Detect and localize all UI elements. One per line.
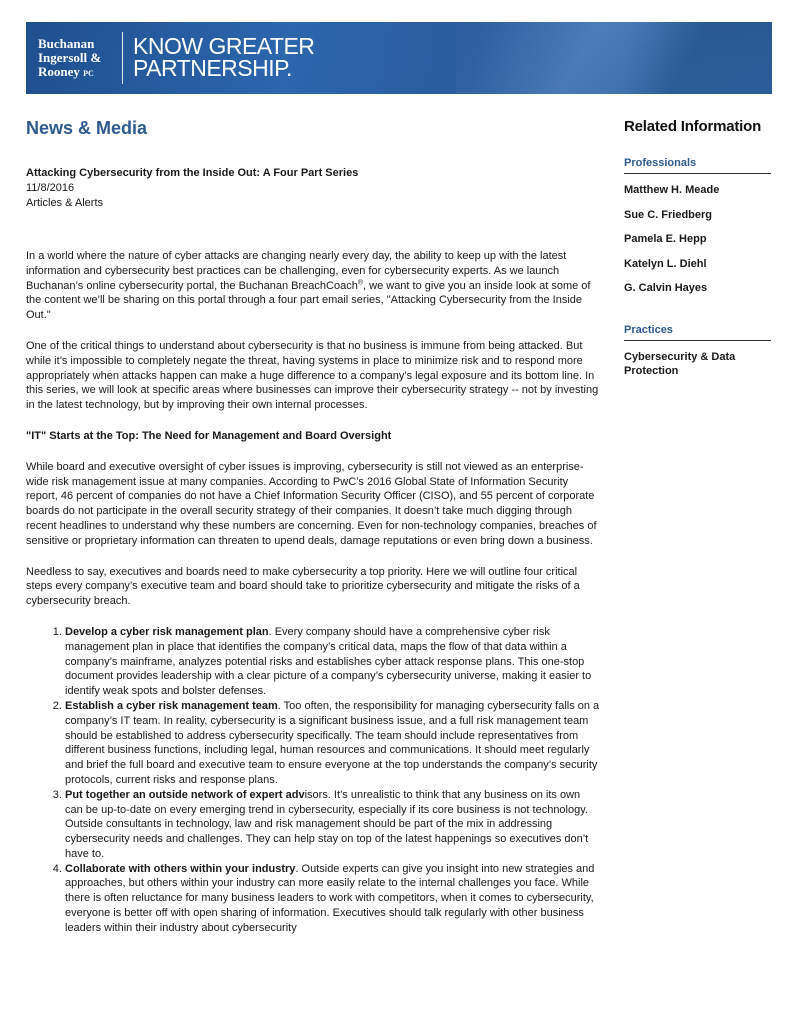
- article-title: Attacking Cybersecurity from the Inside Out: A Four Part Series: [26, 167, 359, 179]
- tagline-line-2: PARTNERSHIP.: [133, 55, 292, 81]
- paragraph-2: One of the critical things to understand about cybersecurity is that no business is immune from being attacked. But while it’s impossible to completely negate the threat, having systems in place to minimize risk and to respond more appropriately when attacks happen can make a huge difference to a company’s legal exposure and its bottom line. In this series, we will look at specific areas where businesses can improve their cybersecurity strategy -- not by investing in the latest technology, but by improving their own internal processes.: [26, 339, 599, 412]
- logo-line-3-text: Rooney: [38, 64, 80, 79]
- step-text: . Every company should have a comprehensive cyber risk management plan in place that identifies the company’s critical data, maps the flow of that data within a company’s mainframe, analyzes potential risks and establishes cyber attack response plans. This one-stop document provides leadership with a clear picture of a company’s cybersecurity universe, making it easier to identify weak spots and bolster defenses.: [65, 625, 592, 698]
- article-category: Articles & Alerts: [26, 197, 104, 209]
- professional-link[interactable]: Pamela E. Hepp: [624, 233, 707, 245]
- related-information-sidebar: [624, 118, 771, 379]
- list-item: [65, 862, 600, 936]
- practices-heading: Practices: [624, 324, 771, 341]
- header-banner: [26, 22, 772, 94]
- banner-decoration: [456, 22, 772, 94]
- professional-link[interactable]: Matthew H. Meade: [624, 184, 720, 196]
- article-date: 11/8/2016: [26, 182, 75, 194]
- logo-divider: [122, 32, 123, 84]
- list-item: [65, 699, 600, 788]
- sidebar-title: Related Information: [624, 118, 762, 135]
- section-subheading: "IT" Starts at the Top: The Need for Management and Board Oversight: [26, 429, 392, 442]
- step-text: . Too often, the responsibility for managing cybersecurity falls on a company’s IT team. In reality, cybersecurity is a significant business issue, and a full risk management team should be established to address cybersecurity specifically. The team should include representatives from different business functions, including legal, human resources and communications. It should meet regularly and brief the full board and executive team to ensure everyone at the top understands the company’s security protocols, current risks and response plans.: [65, 699, 600, 786]
- tagline: [133, 35, 314, 79]
- firm-logo[interactable]: [38, 37, 101, 81]
- paragraph-3: While board and executive oversight of cyber issues is improving, cybersecurity is still not viewed as an enterprise-wide risk management issue at many companies. According to PwC’s 2016 Global State of Information Security report, 46 percent of companies do not have a Chief Information Security Officer (CISO), and 55 percent of corporate boards do not participate in the overall security strategy of their companies. It doesn’t take much digging through recent headlines to understand why these numbers are concerning. Even for non-technology companies, breaches of sensitive or proprietary information can threaten to upend deals, damage reputations or even bring down a business.: [26, 460, 597, 547]
- professionals-heading: Professionals: [624, 157, 771, 174]
- paragraph-1-a: In a world where the nature of cyber attacks are changing nearly every day, the ability to keep up with the latest information and cybersecurity best practices can be challenging, even for cybersecurity experts. As we launch Buchanan’s online cybersecurity portal, the Buchanan BreachCoach: [26, 250, 567, 292]
- logo-pc: PC: [83, 69, 94, 78]
- tagline-line-1: KNOW GREATER: [133, 33, 315, 59]
- professional-link[interactable]: Sue C. Friedberg: [624, 208, 713, 221]
- steps-list: [26, 625, 600, 936]
- logo-line-3: [38, 65, 101, 81]
- step-title: Develop a cyber risk management plan: [65, 625, 269, 638]
- professional-link[interactable]: Katelyn L. Diehl: [624, 257, 707, 270]
- step-title: Put together an outside network of expert adv: [65, 788, 305, 801]
- logo-line-2: Ingersoll &: [38, 50, 102, 65]
- article-body: [26, 249, 600, 936]
- step-title: Establish a cyber risk management team: [65, 699, 278, 712]
- practice-link[interactable]: Cybersecurity & Data Protection: [624, 350, 736, 377]
- registered-mark: ®: [357, 278, 364, 286]
- page-title: News & Media: [26, 118, 148, 138]
- list-item: [65, 625, 600, 699]
- logo-line-1: Buchanan: [38, 36, 95, 51]
- professional-link[interactable]: G. Calvin Hayes: [624, 282, 708, 294]
- step-text: isors. It’s unrealistic to think that any business on its own can be up-to-date on every emerging trend in cybersecurity, especially if its core business is not technology. Outside consultants in technology, law and risk management should be part of the mix in addressing cybersecurity needs and challenges. They can help stay on top of the latest happenings so executives don’t have to.: [65, 788, 589, 860]
- paragraph-4: Needless to say, executives and boards need to make cybersecurity a top priority. Here we will outline four critical steps every company’s executive team and board should take to prioritize cybersecurity and mitigate the risks of a cybersecurity breach.: [26, 565, 580, 608]
- list-item: [65, 788, 600, 862]
- step-title: Collaborate with others within your industry: [65, 862, 296, 875]
- paragraph-1-b: , we want to give you an inside look at some of the content we’ll be sharing on this portal through a four part email series, "Attacking Cybersecurity from the Inside Out.": [26, 279, 591, 322]
- paragraph-1: [26, 249, 600, 323]
- step-text: . Outside experts can give you insight into new strategies and approaches, but others within your industry can more easily relate to the internal challenges you face. While there is often reluctance for many business leaders to work with competitors, when it comes to cybersecurity, everyone is better off with open sharing of information. Executives should talk regularly with other business leaders within their industry about cybersecurity: [65, 862, 595, 934]
